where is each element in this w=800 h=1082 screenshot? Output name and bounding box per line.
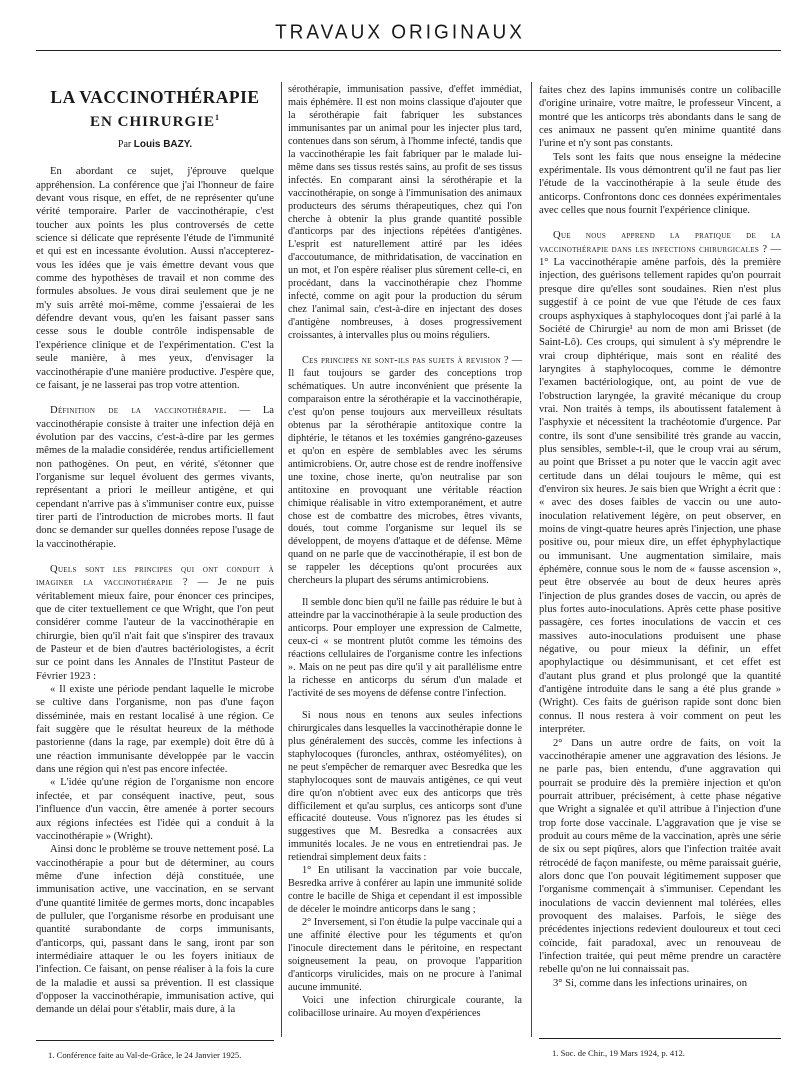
paragraph: Si nous nous en tenons aux seules infections chirurgicales dans lesquelles la vaccinothérapie donne le plus généralement des succès, comme les infections à staphylocoques (furoncles, anthrax, ostéomyélites), on ne peut s'empêcher de remarquer avec Besredka que les staphylocoques sont de mauvais antigènes, ce qui veut dire qu'on n'obtient avec eux des anticorps que très difficilement et qu'au surplus, ces anticorps sont d'une efficacité douteuse. Vous n'ignorez pas les études si suggestives que M. Besredka a consacrées aux immunités locales. Je ne vous en entretiendrai pas. Je retiendrai simplement deux faits : <box>288 709 522 864</box>
section-paragraph: Définition de la vaccinothérapie. — La vaccinothérapie consiste à traiter une infection déjà en évolution par des vaccins, c'est-à-dire par les germes mêmes de la maladie considérée, rendus artificiellement non pathogènes. On peut, en vérité, s'étonner que l'organisme sur lequel évoluent des germes vivants, représentant a priori le meilleur antigène, et qui cependant n'arrive pas à s'immuniser contre eux, puisse tirer parti de l'introduction de microbes morts. Il faut donc se demander sur quelles données repose l'usage de la vaccinothérapie. <box>36 405 274 550</box>
footnote-rule <box>539 1038 781 1039</box>
section-heading: Que nous apprend la pratique de la vaccinothérapie dans les infections chirurgicales ? <box>539 230 781 255</box>
section-paragraph: Que nous apprend la pratique de la vaccinothérapie dans les infections chirurgicales ? — 1° La vaccinothérapie amène parfois, dès la première injection, des guérisons tellement rapides qu'on pourrait presque dire qu'elles sont soudaines. Rien n'est plus suggestif à ce point de vue que l'étude de ces faux croups asphyxiques à staphylocoques dont j'ai parlé à la Société de Chirurgie¹ au nom de mon ami Brisset (de Saint-Lô). Ces croups, qui simulent à s'y méprendre le vrai croup diphtérique, mais sont en réalité des laryngites à staphylocoques, comme le démontre l'examen bactériologique, ont, au point de vue de l'obstruction laryngée, la gravité mécanique du croup vrai. Non traités à temps, ils aboutissent fatalement à l'asphyxie et nécessitent la trachéotomie d'urgence. Par contre, ils sont d'une sensibilité très grande au vaccin, plus sensibles, semble-t-il, que le croup vrai au sérum, au point que Brisset a pu noter que le vaccin agit avec certitude dans un délai toujours le même, qui est d'environ six heures. Je sais bien que Wright a écrit que : « avec des doses faibles de vaccin ou une auto-inoculation relativement légère, on peut observer, en moins de vingt-quatre heures après l'injection, une phase positive ou, pour mieux dire, un effet éphyphylactique ou immunisant. Une augmentation similaire, mais éphémère, connue sous le nom de « fausse ascension », peut être observée au bout de deux heures après l'injection de plus grandes doses de vaccin, ou après de plus fortes auto-inoculations. Après cette phase positive passagère, ces fortes inoculations de vaccin et ces massives auto-inoculations produisent une phase négative, ou pour mieux la définir, un effet apophylactique ou désimmunisant, et cet effet est d'autant plus grand et plus prolongé que la quantité d'antigène introduite dans le sang a été plus grande » (Wright). Ces faits de guérison rapide sont donc bien connus. Il nous restera à voir comment on peut les interpréter. <box>539 230 781 736</box>
footnote-marker: 1 <box>214 113 220 122</box>
paragraph: Il semble donc bien qu'il ne faille pas réduire le but à atteindre par la vaccinothérapie à la seule production des anticorps. Pour employer une expression de Calmette, ceux-ci « se montrent plutôt comme les témoins des réactions cellulaires de l'organisme contre les infections ». Mais on ne peut pas dire qu'il y ait parallélisme entre la richesse en anticorps du sérum d'un malade et l'activité de ses moyens de défense contre l'infection. <box>288 597 522 699</box>
quote-paragraph: « L'idée qu'une région de l'organisme non encore infectée, et par conséquent inactive, peut, sous l'influence d'un vaccin, être amenée à porter secours aux régions infectées est l'idée qui a conduit à la vaccinothérapie » (Wright). <box>36 777 274 842</box>
column-3 <box>539 84 781 990</box>
paragraph: 2° Dans un autre ordre de faits, on voit la vaccinothérapie amener une aggravation des lésions. Je ne parle pas, bien entendu, d'une aggravation qui pourrait se produire dès la première injection et qu'on pourrait attribuer, précisément, à cette phase négative que Wright a signalée et qu'il attribue à l'injection d'une trop forte dose vaccinale. L'aggravation que je vise se produit au cours même de la vaccination, après une série de six ou sept piqûres, alors que l'infection traitée avait rétrocédé de façon manifeste, ou même paraissait guérie, alors donc que l'on pouvait légitimement supposer que l'organisme commençait à s'immuniser. Cependant les inoculations de vaccin deviennent mal tolérées, elles provoquent des malaises. Parfois, le siège des précédentes injections redevient douloureux et tout ceci coïncide, fait paradoxal, avec un renouveau de l'infection traitée, qui peut même prendre un caractère rebelle qu'on ne lui connaissait pas. <box>539 737 781 976</box>
header-rule <box>36 50 781 51</box>
paragraph: 2° Inversement, si l'on étudie la pulpe vaccinale qui a une affinité élective pour les téguments et qu'on l'inocule directement dans le péritoine, en respectant soigneusement la peau, on provoque l'apparition d'anticorps virulicides, mais on ne procure à l'animal aucune immunité. <box>288 917 522 993</box>
section-paragraph: Ces principes ne sont-ils pas sujets à revision ? — Il faut toujours se garder des conceptions trop schématiques. Un autre inconvénient que présente la comparaison entre la sérothérapie et la vaccinothérapie, c'est qu'on pense toujours aux merveilleux résultats obtenus par la sérothérapie antitoxique contre la diphtérie, le tétanos et les toxémies gangréno-gazeuses et qu'on en espère de semblables avec les sérums antimicrobiens. Or, autre chose est de rendre inoffensive une toxine, chose inerte, qu'on neutralise par son antitoxine en provoquant une véritable réaction chimique réalisable in vitro extemporanément, et autre chose est de combattre des microbes, êtres vivants, doués, tout comme l'organisme sur lequel ils se développent, de moyens d'attaque et de défense. Même quand on ne parle que de vaccinothérapie, il est bon de se rappeler les déceptions qu'ont procurées aux chercheurs la plupart des sérums antimicrobiens. <box>288 355 522 587</box>
paragraph: Ainsi donc le problème se trouve nettement posé. La vaccinothérapie a pour but de déterminer, au cours même d'une infection déjà constituée, une immunisation active, une vaccination, en se servant d'une quantité limitée de germes morts, donc incapables de pulluler, que l'organisme résorbe en produisant une quantité surabondante de corps immunisants, d'anticorps, qui, passant dans le sang, iront par son intermédiaire attaquer le ou les foyers initiaux de l'infection. Ce faisant, on pense réaliser à la fois la cure de la maladie et aussi sa prévention. Il est classique d'opposer la vaccinothérapie, immunisation active, qui demande un délai pour s'établir, mais dure, à la <box>36 844 274 1016</box>
column-1 <box>36 84 274 1017</box>
article-subtitle: EN CHIRURGIE$^1$ <box>90 113 220 130</box>
footnote: 1. Soc. de Chir., 19 Mars 1924, p. 412. <box>552 1048 685 1058</box>
paragraph: Tels sont les faits que nous enseigne la médecine expérimentale. Ils vous démontrent qu'il ne faut pas lier l'étude de la vaccinothérapie à la seule étude des anticorps. Confrontons donc ces données expérimentales avec celles que nous fournit l'expérience clinique. <box>539 151 781 217</box>
author-name: Louis BAZY. <box>133 139 193 150</box>
section-heading: Définition de la vaccinothérapie. <box>50 405 227 417</box>
footnote: 1. Conférence faite au Val-de-Grâce, le 24 Janvier 1925. <box>48 1050 242 1060</box>
paragraph: 3° Si, comme dans les infections urinaires, on <box>553 977 748 989</box>
paragraph: sérothérapie, immunisation passive, d'effet immédiat, mais éphémère. Il est non moins classique d'ajouter que la sérothérapie fait fabriquer les substances immunisantes par un animal pour les injecter plus tard, contenues dans son sérum, à l'homme infecté, tandis que la vaccinothérapie les fait fabriquer par le malade lui-même dans ses tissus restés sains, au profit de ses tissus infectés. En comparant ainsi la sérothérapie et la vaccinothérapie, on songe à l'immunisation des animaux producteurs des sérums thérapeutiques, chez qui l'on cherche à obtenir la plus grande quantité possible d'anticorps par des injections répétées d'antigènes. L'esprit est naturellement attiré par les idées d'accoutumance, de mithridatisation, de vaccination en un mot, et l'on espère réaliser plus sûrement celle-ci, en procédant, dans la vaccinothérapie chez l'homme infecté, comme on agit pour la production du sérum chez l'animal sain, c'est-à-dire en injectant des doses d'antigène nombreuses, à doses progressivement croissantes, à intervalles plus ou moins réguliers. <box>288 84 522 342</box>
paragraph: Voici une infection chirurgicale courante, la colibacillose urinaire. Au moyen d'expériences <box>288 994 522 1019</box>
column-divider <box>281 82 282 1037</box>
byline: Par Louis BAZY. <box>117 139 193 150</box>
article-title: LA VACCINOTHÉRAPIE <box>50 87 260 107</box>
column-divider <box>531 82 532 1037</box>
paragraph: En abordant ce sujet, j'éprouve quelque appréhension. La conférence que j'ai l'honneur de faire devant vous risque, en effet, de ne représenter qu'une vérité temporaire. Parler de vaccinothérapie, c'est toucher aux points les plus controversés de cette science si délicate que représente l'étude de l'immunité et qui est en incessante évolution. Aussi n'accepterez-vous les idées que je vais émettre devant vous que comme des hypothèses de travail et non comme des formules absolues. Je vous dirai seulement que je ne m'y suis arrêté moi-même, comme j'essaierai de les défendre devant vous, qu'en les faisant passer sans cesse sous le double contrôle indispensable de l'expérience clinique et de l'expérimentation. C'est la seule manière, à mes yeux, d'envisager la vaccinothérapie d'une manière productive. J'espère que, ce faisant, je ne lasserai pas trop votre attention. <box>36 166 274 391</box>
column-2 <box>288 84 522 1021</box>
footnote-rule <box>36 1040 274 1041</box>
section-paragraph: Quels sont les principes qui ont conduit à imaginer la vaccinothérapie ? — Je ne puis véritablement mieux faire, pour énoncer ces principes, que de citer textuellement ce que Wright, que l'on peut considérer comme l'auteur de la vaccinothérapie en chirurgie, bien qu'il n'ait fait que s'inspirer des travaux de Pasteur et de bien d'autres bactériologistes, a écrit sur ce point dans les Annales de l'Institut Pasteur de Février 1923 : <box>36 563 274 682</box>
quote-paragraph: « Il existe une période pendant laquelle le microbe se cultive dans l'organisme, non pas d'une façon disséminée, mais en restant localisé à une région. Ce fait suggère que le résultat heureux de la méthode pastorienne (dans la rage, par exemple) doit être dû à une réaction immunisante développée par le vaccin dans une région qui n'est pas encore infectée. <box>36 684 274 776</box>
paragraph: 1° En utilisant la vaccination par voie buccale, Besredka arrive à conférer au lapin une immunité solide contre le bacille de Shiga et cependant il est impossible de déceler le moindre anticorps dans le sang ; <box>288 865 522 916</box>
page-header: TRAVAUX ORIGINAUX <box>275 21 525 44</box>
section-heading: Quels sont les principes qui ont conduit à imaginer la vaccinothérapie ? <box>36 563 274 589</box>
section-heading: Ces principes ne sont-ils pas sujets à revision ? <box>302 355 509 367</box>
paragraph: faites chez des lapins immunisés contre un colibacille d'origine urinaire, votre maître, le professeur Vincent, a montré que les anticorps très abondants dans le sang de ces animaux ne passent qu'en minime quantité dans l'urine et n'y sont pas constants. <box>539 85 781 150</box>
